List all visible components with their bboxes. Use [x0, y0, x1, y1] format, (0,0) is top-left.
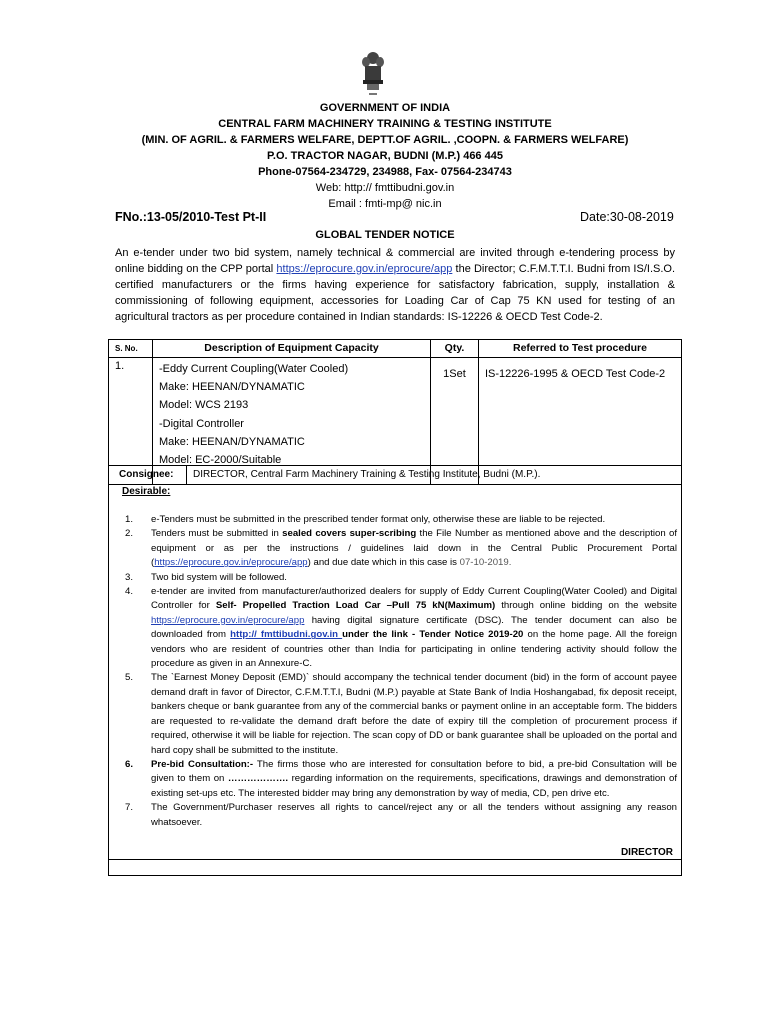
col-ref-header: Referred to Test procedure	[512, 342, 647, 354]
consignee-row	[109, 466, 681, 485]
email-line: Email : fmti-mp@ nic.in	[328, 198, 442, 210]
list-item: 3. Two bid system will be followed.	[125, 571, 287, 583]
cell-desc: -Eddy Current Coupling(Water Cooled) Make: HEENAN/DYNAMATIC Model: WCS 2193 -Digital Controller Make: HEENAN/DYNAMATIC Model: EC-2000/Suitable	[153, 358, 431, 484]
web-line: Web: http:// fmttibudni.gov.in	[315, 182, 455, 194]
intro-paragraph: An e-tender under two bid system, namely technical & commercial are invited through e-tendering process by online bidding on the CPP portal https://eprocure.gov.in/eprocure/app the Director; C.F.M.T.T.I. Budni from IS/I.S.O. certified manufacturers or the firms having experience for satisfactory fabrication, supply, installation & commissioning of following equipment, accessories for Loading Car of Cap 75 KN used for testing of an agricultural tractors as per procedure contained in Indian standards: IS-12226 & OECD Test Code-2.	[115, 247, 676, 323]
fmttibudni-link[interactable]: http:// fmttibudni.gov.in	[230, 629, 343, 641]
list-item: 4. e-tender are invited from manufacturer/authorized dealers for supply of Eddy Current Coupling(Water Cooled) and Digital Controller for Self- Propelled Traction Load Car –Pull 75 kN(Maximum) through online bidding on the website https://eprocure.gov.in/eprocure/app having digital signature certificate (DSC). The tender document can also be downloaded from http:// fmttibudni.gov.in under the link - Tender Notice 2019-20 on the home page. All the foreign vendors who are resident of countries other than India for participating in online tendering activity should follow the procedure as given in an Annexure-C.	[125, 586, 677, 670]
consignee-box	[108, 465, 682, 876]
letterhead	[0, 100, 770, 212]
divider	[109, 859, 681, 860]
cell-qty: 1Set	[431, 358, 479, 484]
list-item: 2. Tenders must be submitted in sealed covers super-scribing the File Number as mentioned above and the description of equipment or as per the instructions / guidelines laid down in the Central Public Procurement Portal (https://eprocure.gov.in/eprocure/app) and due date which in this case is 07-10-2019.	[125, 528, 677, 569]
address-line: P.O. TRACTOR NAGAR, BUDNI (M.P.) 466 445	[267, 150, 503, 162]
list-item: 7. The Government/Purchaser reserves all rights to cancel/reject any or all the tenders without assigning any reason whatsoever.	[125, 802, 677, 828]
signature-director: DIRECTOR	[620, 847, 673, 858]
consignee-value: DIRECTOR, Central Farm Machinery Training & Testing Institute, Budni (M.P.).	[193, 469, 541, 480]
list-item: 6. Pre-bid Consultation:- The firms those who are interested for consultation before to bid, a pre-bid Consultation will be given to them on ………………. regarding information on the requirements, specifications, drawings and demonstration of existing set-ups etc. The interested bidder may bring any demonstration by way of media, CD, pen drive etc.	[125, 758, 677, 799]
col-desc-header: Description of Equipment Capacity	[153, 340, 431, 357]
desirable-heading: Desirable:	[122, 486, 171, 497]
col-qty-header: Qty.	[431, 340, 479, 357]
ministry-line: (MIN. OF AGRIL. & FARMERS WELFARE, DEPTT.OF AGRIL. ,COOPN. & FARMERS WELFARE)	[141, 134, 629, 146]
file-number: FNo.:13-05/2010-Test Pt-II	[115, 210, 267, 224]
national-emblem-icon	[358, 50, 388, 100]
col-sno-header: S. No.	[109, 340, 153, 357]
notice-title: GLOBAL TENDER NOTICE	[315, 229, 455, 241]
cell-ref: IS-12226-1995 & OECD Test Code-2	[485, 368, 666, 380]
notice-date: Date:30-08-2019	[580, 210, 674, 224]
consignee-label: Consignee:	[109, 466, 187, 484]
table-header	[109, 340, 681, 358]
govt-line: GOVERNMENT OF INDIA	[319, 102, 451, 114]
eprocure-link[interactable]: https://eprocure.gov.in/eprocure/app	[154, 557, 308, 569]
eprocure-link[interactable]: https://eprocure.gov.in/eprocure/app	[151, 614, 305, 626]
equipment-table	[108, 339, 682, 485]
list-item: 5. The `Earnest Money Deposit (EMD)` should accompany the technical tender document (bid) in the form of account payee demand draft in favor of Director, C.F.M.T.T.I, Budni (M.P.) payable at State Bank of India Hoshangabad, fix deposit receipt, bankers cheque or bank guarantee from any of the commercial banks or payment online in an acceptable form. The bidders are requested to re-validate the demand draft before the date of expiry till the completion of procurement process if required, otherwise it will be liable for rejection. The scan copy of DD or bank guarantee shall be uploaded on the portal and hard copy shall be submitted to the institute.	[125, 672, 677, 756]
list-item: 1. e-Tenders must be submitted in the prescribed tender format only, otherwise these are liable to be rejected.	[125, 514, 606, 525]
eprocure-link[interactable]: https://eprocure.gov.in/eprocure/app	[276, 263, 453, 275]
cell-sno: 1.	[109, 358, 153, 484]
conditions-list	[117, 513, 677, 830]
due-date: 07-10-2019.	[459, 557, 512, 569]
phone-line: Phone-07564-234729, 234988, Fax- 07564-234743	[258, 166, 512, 178]
institute-name: CENTRAL FARM MACHINERY TRAINING & TESTING INSTITUTE	[218, 118, 552, 130]
